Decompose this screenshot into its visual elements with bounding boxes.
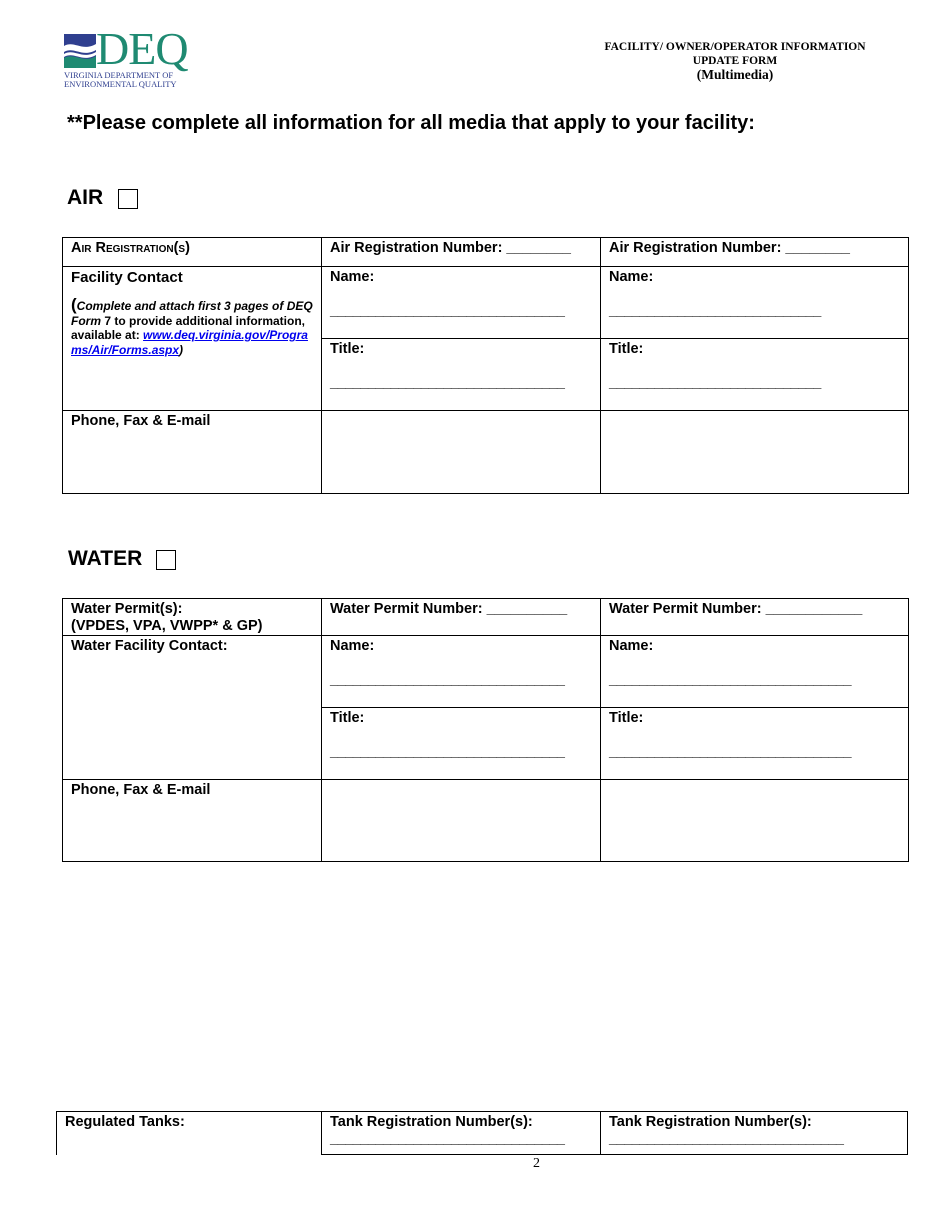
water-name-label-1: Name:	[330, 638, 375, 654]
water-phone-field-2[interactable]	[601, 780, 909, 862]
air-registration-number-1[interactable]: Air Registration Number: ________	[330, 240, 571, 256]
water-section-label: WATER	[68, 547, 143, 570]
logo-subtitle: VIRGINIA DEPARTMENT OF ENVIRONMENTAL QUALITY	[64, 70, 177, 89]
air-section-label: AIR	[67, 186, 104, 209]
air-table	[62, 237, 909, 494]
air-title-label-2: Title:	[609, 341, 644, 357]
air-registration-label: Air Registration(s)	[71, 240, 190, 256]
water-facility-contact-label: Water Facility Contact:	[71, 638, 228, 654]
tanks-label-cell	[56, 1111, 322, 1155]
water-permit-label: Water Permit(s):	[71, 601, 183, 617]
air-name-line-1[interactable]: _______________________________	[330, 303, 565, 319]
air-title-label-1: Title:	[330, 341, 365, 357]
water-permit-number-2[interactable]: Water Permit Number: ____________	[609, 601, 863, 617]
tanks-number-line-1[interactable]: _______________________________	[330, 1131, 565, 1147]
water-title-line-2[interactable]: ________________________________	[609, 744, 852, 760]
air-facility-contact-label: Facility Contact	[71, 269, 183, 286]
air-name-label-2: Name:	[609, 269, 654, 285]
tanks-table	[56, 1111, 908, 1154]
water-permit-number-1[interactable]: Water Permit Number: __________	[330, 601, 568, 617]
water-checkbox[interactable]	[156, 550, 176, 570]
air-forms-link[interactable]: www.deq.virginia.gov/Programs/Air/Forms.aspx	[71, 328, 308, 357]
air-phone-field-2[interactable]	[601, 411, 909, 494]
water-phone-field-1[interactable]	[322, 780, 601, 862]
air-title-line-1[interactable]: _______________________________	[330, 375, 565, 391]
tanks-number-cell-1	[321, 1111, 601, 1155]
air-contact-note: (Complete and attach first 3 pages of DEQ Form 7 to provide additional information, available at: www.deq.virginia.gov/Programs/Air/Forms.aspx)	[71, 295, 313, 357]
air-name-label-1: Name:	[330, 269, 375, 285]
tanks-number-label-2: Tank Registration Number(s):	[609, 1114, 812, 1130]
water-name-label-2: Name:	[609, 638, 654, 654]
water-title-label-1: Title:	[330, 710, 365, 726]
water-name-line-2[interactable]: ________________________________	[609, 672, 852, 688]
instruction-heading: **Please complete all information for all media that apply to your facility:	[67, 112, 755, 134]
form-title: FACILITY/ OWNER/OPERATOR INFORMATION UPDATE FORM (Multimedia)	[604, 41, 866, 82]
river-logo-icon	[64, 34, 96, 68]
water-permit-types: (VPDES, VPA, VWPP* & GP)	[71, 618, 263, 634]
water-title-label-2: Title:	[609, 710, 644, 726]
air-name-line-2[interactable]: ____________________________	[609, 303, 821, 319]
tanks-number-label-1: Tank Registration Number(s):	[330, 1114, 533, 1130]
air-checkbox[interactable]	[118, 189, 138, 209]
air-phone-label: Phone, Fax & E-mail	[71, 413, 211, 429]
tanks-number-cell-2	[600, 1111, 908, 1155]
air-phone-field-1[interactable]	[322, 411, 601, 494]
air-title-line-2[interactable]: ____________________________	[609, 375, 821, 391]
air-registration-number-2[interactable]: Air Registration Number: ________	[609, 240, 850, 256]
deq-logo	[64, 23, 204, 90]
water-name-line-1[interactable]: _______________________________	[330, 672, 565, 688]
tanks-number-line-2[interactable]: _______________________________	[609, 1131, 844, 1147]
water-title-line-1[interactable]: _______________________________	[330, 744, 565, 760]
logo-wordmark: DEQ	[96, 23, 188, 74]
page-number: 2	[533, 1156, 540, 1171]
water-table	[62, 598, 909, 862]
tanks-label: Regulated Tanks:	[65, 1114, 185, 1130]
water-phone-label: Phone, Fax & E-mail	[71, 782, 211, 798]
